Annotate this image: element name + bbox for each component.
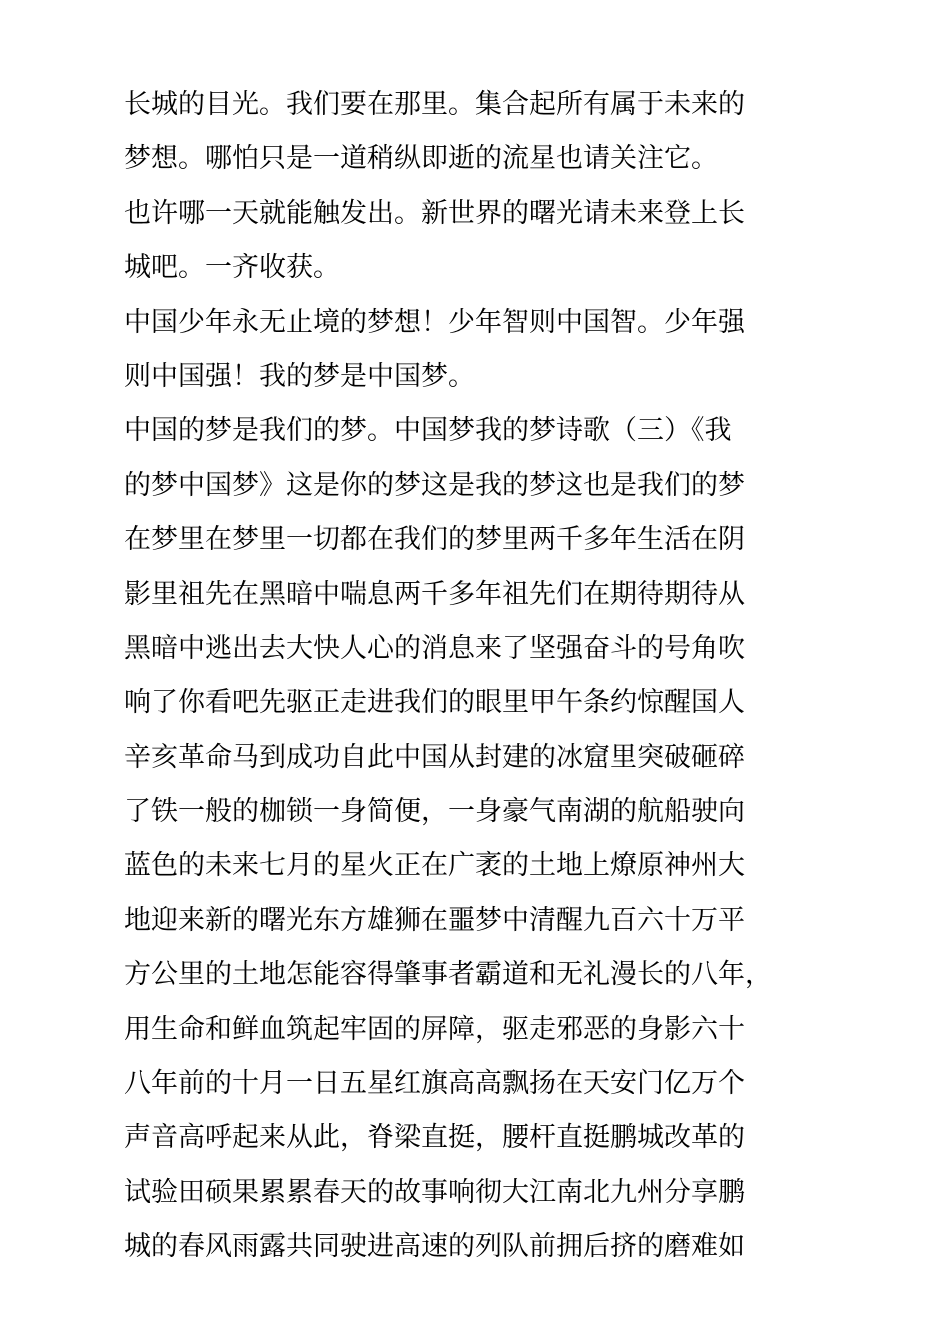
text-line: 中国的梦是我们的梦。中国梦我的梦诗歌（三）《我 bbox=[124, 415, 732, 447]
text-line: 城的春风雨露共同驶进高速的列队前拥后挤的磨难如 bbox=[124, 1231, 745, 1263]
text-line: 辛亥革命马到成功自此中国从封建的冰窟里突破砸碎 bbox=[124, 741, 745, 773]
text-line: 响了你看吧先驱正走进我们的眼里甲午条约惊醒国人 bbox=[124, 687, 745, 719]
text-line: 在梦里在梦里一切都在我们的梦里两千多年生活在阴 bbox=[124, 524, 745, 556]
text-line: 城吧。一齐收获。 bbox=[124, 252, 340, 284]
text-line: 试验田硕果累累春天的故事响彻大江南北九州分享鹏 bbox=[124, 1176, 745, 1208]
text-line: 中国少年永无止境的梦想！少年智则中国智。少年强 bbox=[124, 306, 745, 338]
text-line: 的梦中国梦》这是你的梦这是我的梦这也是我们的梦 bbox=[124, 469, 745, 501]
text-line: 长城的目光。我们要在那里。集合起所有属于未来的 bbox=[124, 89, 745, 120]
text-line: 也许哪一天就能触发出。新世界的曙光请未来登上长 bbox=[124, 197, 745, 229]
text-line: 梦想。哪怕只是一道稍纵即逝的流星也请关注它。 bbox=[124, 143, 718, 175]
text-line: 黑暗中逃出去大快人心的消息来了坚强奋斗的号角吹 bbox=[124, 632, 745, 664]
text-line: 了铁一般的枷锁一身简便，一身豪气南湖的航船驶向 bbox=[124, 796, 745, 828]
document-body bbox=[124, 78, 784, 1275]
text-line: 八年前的十月一日五星红旗高高飘扬在天安门亿万个 bbox=[124, 1068, 745, 1100]
text-line: 蓝色的未来七月的星火正在广袤的土地上燎原神州大 bbox=[124, 850, 745, 882]
text-line: 影里祖先在黑暗中喘息两千多年祖先们在期待期待从 bbox=[124, 578, 745, 610]
text-line: 用生命和鲜血筑起牢固的屏障，驱走邪恶的身影六十 bbox=[124, 1013, 745, 1045]
text-line: 则中国强！我的梦是中国梦。 bbox=[124, 360, 475, 392]
text-line: 方公里的土地怎能容得肇事者霸道和无礼漫长的八年， bbox=[124, 959, 772, 991]
text-line: 声音高呼起来从此，脊梁直挺，腰杆直挺鹏城改革的 bbox=[124, 1122, 745, 1154]
text-line: 地迎来新的曙光东方雄狮在噩梦中清醒九百六十万平 bbox=[124, 904, 745, 936]
